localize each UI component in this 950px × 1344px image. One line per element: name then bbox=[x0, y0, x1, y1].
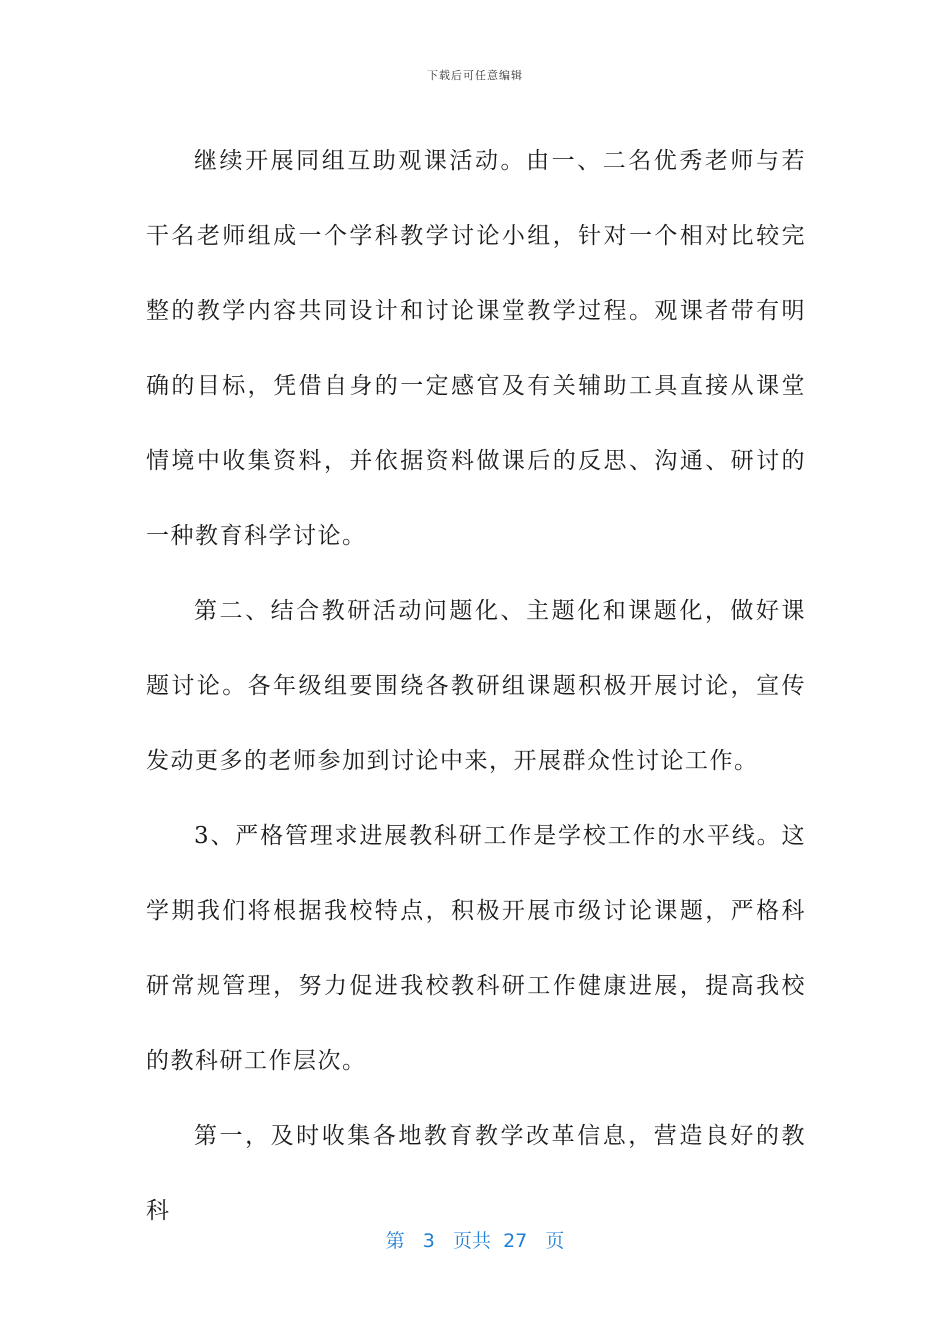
paragraph: 继续开展同组互助观课活动。由一、二名优秀老师与若干名老师组成一个学科教学讨论小组，针对一个相对比较完整的教学内容共同设计和讨论课堂教学过程。观课者带有明确的目标，凭借自身的一定感官及有关辅助工具直接从课堂情境中收集资料，并依据资料做课后的反思、沟通、研讨的一种教育科学讨论。 bbox=[146, 148, 806, 549]
page-footer bbox=[0, 1226, 950, 1253]
footer-suffix: 页 bbox=[545, 1230, 565, 1252]
footer-prefix: 第 bbox=[385, 1230, 405, 1252]
document-body bbox=[146, 124, 806, 1249]
page-header-note: 下载后可任意编辑 bbox=[427, 69, 523, 82]
footer-middle: 页共 bbox=[452, 1230, 491, 1252]
paragraph: 第二、结合教研活动问题化、主题化和课题化，做好课题讨论。各年级组要围绕各教研组课题积极开展讨论，宣传发动更多的老师参加到讨论中来，开展群众性讨论工作。 bbox=[146, 598, 806, 774]
paragraph: 3、严格管理求进展教科研工作是学校工作的水平线。这学期我们将根据我校特点，积极开展市级讨论课题，严格科研常规管理，努力促进我校教科研工作健康进展，提高我校的教科研工作层次。 bbox=[146, 823, 806, 1074]
footer-total-pages: 27 bbox=[503, 1230, 528, 1252]
paragraph: 第一，及时收集各地教育教学改革信息，营造良好的教科 bbox=[146, 1123, 806, 1224]
footer-current-page: 3 bbox=[422, 1230, 435, 1252]
